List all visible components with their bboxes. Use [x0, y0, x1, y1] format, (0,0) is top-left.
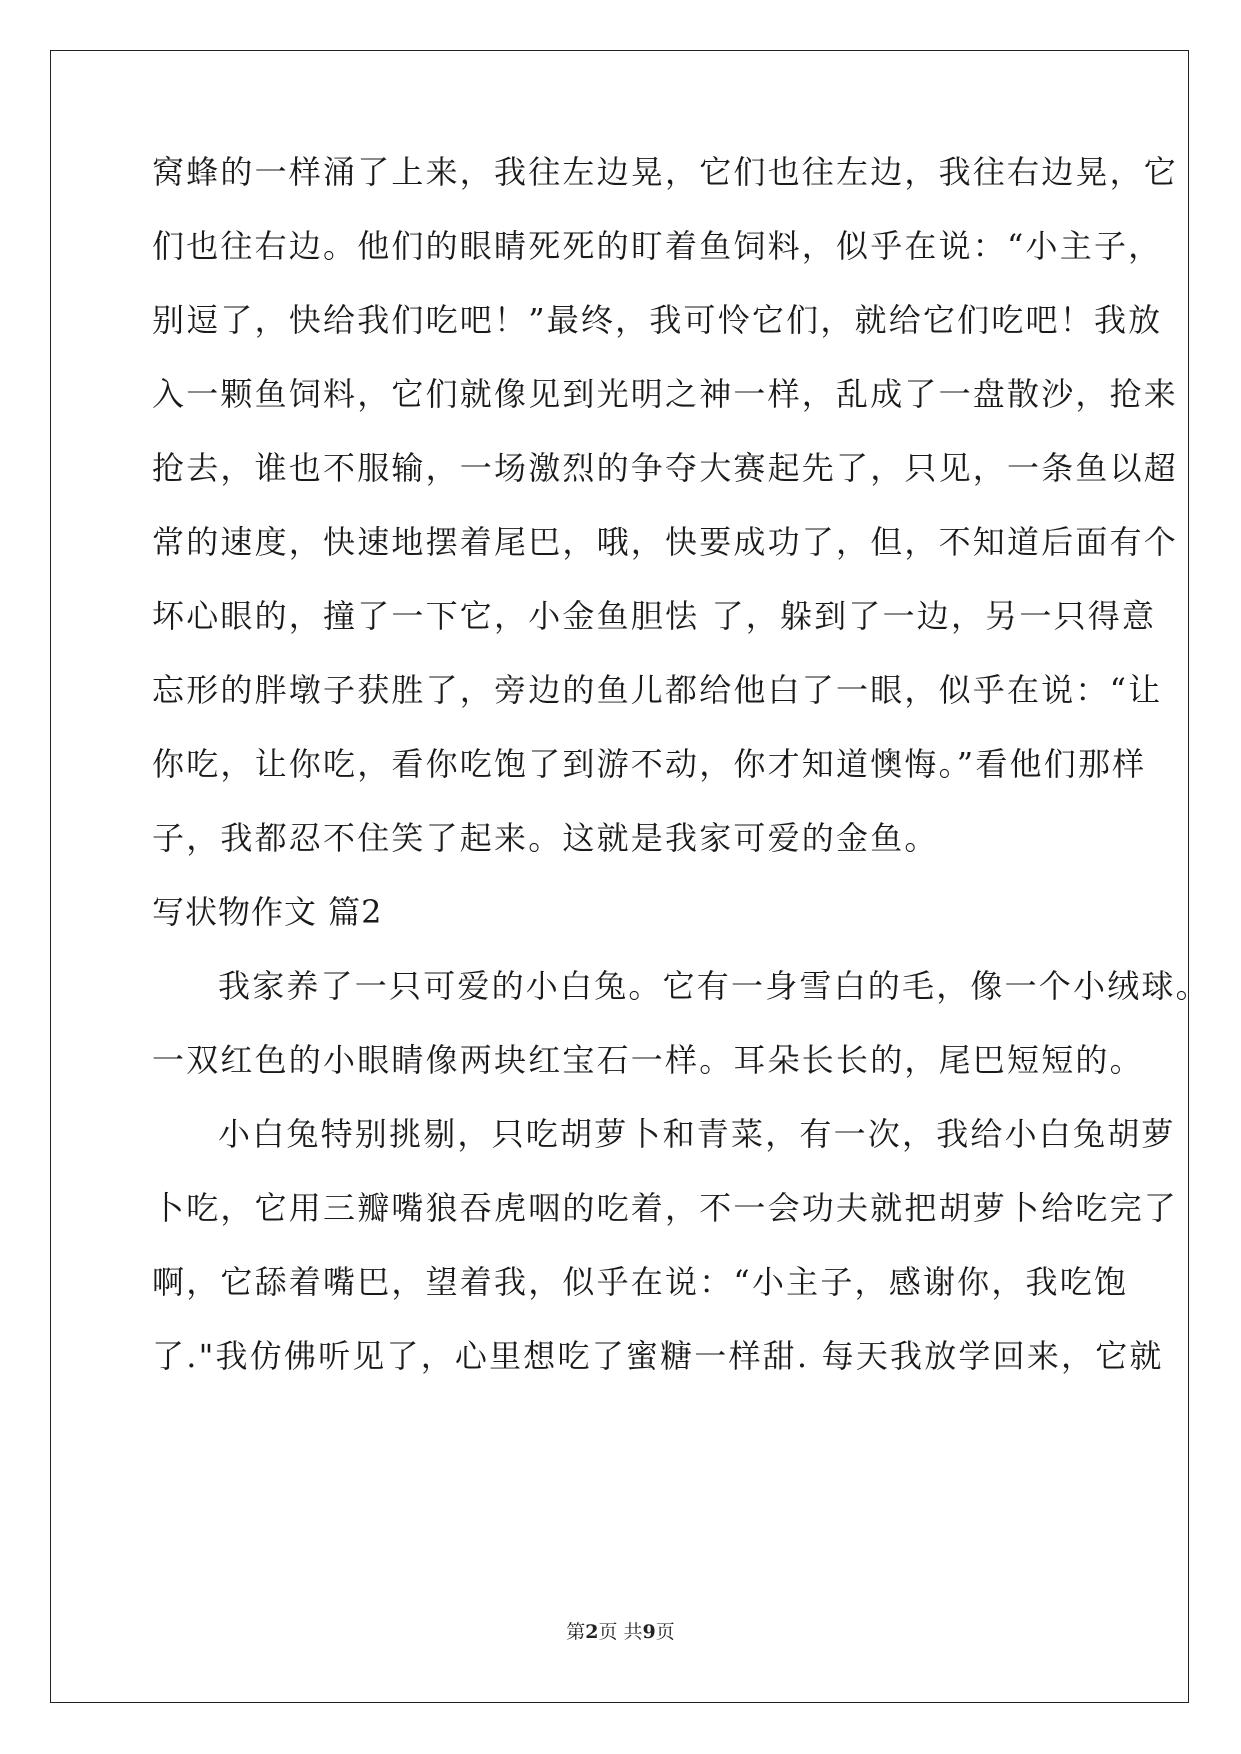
- page-footer: [0, 1617, 1241, 1644]
- page-border: [50, 50, 1210, 1703]
- current-page-number: 2: [585, 1621, 599, 1643]
- text-line: 们也往右边。他们的眼睛死死的盯着鱼饲料，似乎在说：“小主子，: [152, 227, 1163, 265]
- footer-prefix: 第: [566, 1621, 586, 1643]
- footer-suffix: 页: [655, 1621, 675, 1643]
- total-pages-number: 9: [642, 1621, 656, 1643]
- text-line: 啊，它舔着嘴巴，望着我，似乎在说：“小主子，感谢你，我吃饱: [152, 1263, 1129, 1301]
- text-line: 别逗了，快给我们吃吧！”最终，我可怜它们，就给它们吃吧！我放: [152, 301, 1163, 339]
- text-line: 小白兔特别挑剔，只吃胡萝卜和青菜，有一次，我给小白兔胡萝: [218, 1115, 1176, 1153]
- text-line: 抢去，谁也不服输，一场激烈的争夺大赛起先了，只见，一条鱼以超: [152, 449, 1179, 487]
- text-line: 卜吃，它用三瓣嘴狼吞虎咽的吃着，不一会功夫就把胡萝卜给吃完了: [152, 1189, 1179, 1227]
- text-line: 常的速度，快速地摆着尾巴，哦，快要成功了，但，不知道后面有个: [152, 523, 1179, 561]
- text-line: 我家养了一只可爱的小白兔。它有一身雪白的毛，像一个小绒球。: [218, 967, 1210, 1005]
- footer-mid: 页 共: [598, 1621, 643, 1643]
- text-line: 一双红色的小眼睛像两块红宝石一样。耳朵长长的，尾巴短短的。: [152, 1041, 1144, 1079]
- text-line: 窝蜂的一样涌了上来，我往左边晃，它们也往左边，我往右边晃，它: [152, 153, 1179, 191]
- section-heading: 写状物作文 篇2: [152, 893, 383, 931]
- text-line: 忘形的胖墩子获胜了，旁边的鱼儿都给他白了一眼，似乎在说：“让: [152, 671, 1163, 709]
- text-line: 了."我仿佛听见了，心里想吃了蜜糖一样甜. 每天我放学回来，它就: [152, 1337, 1164, 1375]
- text-line: 子，我都忍不住笑了起来。这就是我家可爱的金鱼。: [152, 819, 939, 857]
- text-line: 坏心眼的，撞了一下它，小金鱼胆怯 了，躲到了一边，另一只得意: [152, 597, 1157, 635]
- text-line: 你吃，让你吃，看你吃饱了到游不动，你才知道懊悔。”看他们那样: [152, 745, 1147, 783]
- text-line: 入一颗鱼饲料，它们就像见到光明之神一样，乱成了一盘散沙，抢来: [152, 375, 1179, 413]
